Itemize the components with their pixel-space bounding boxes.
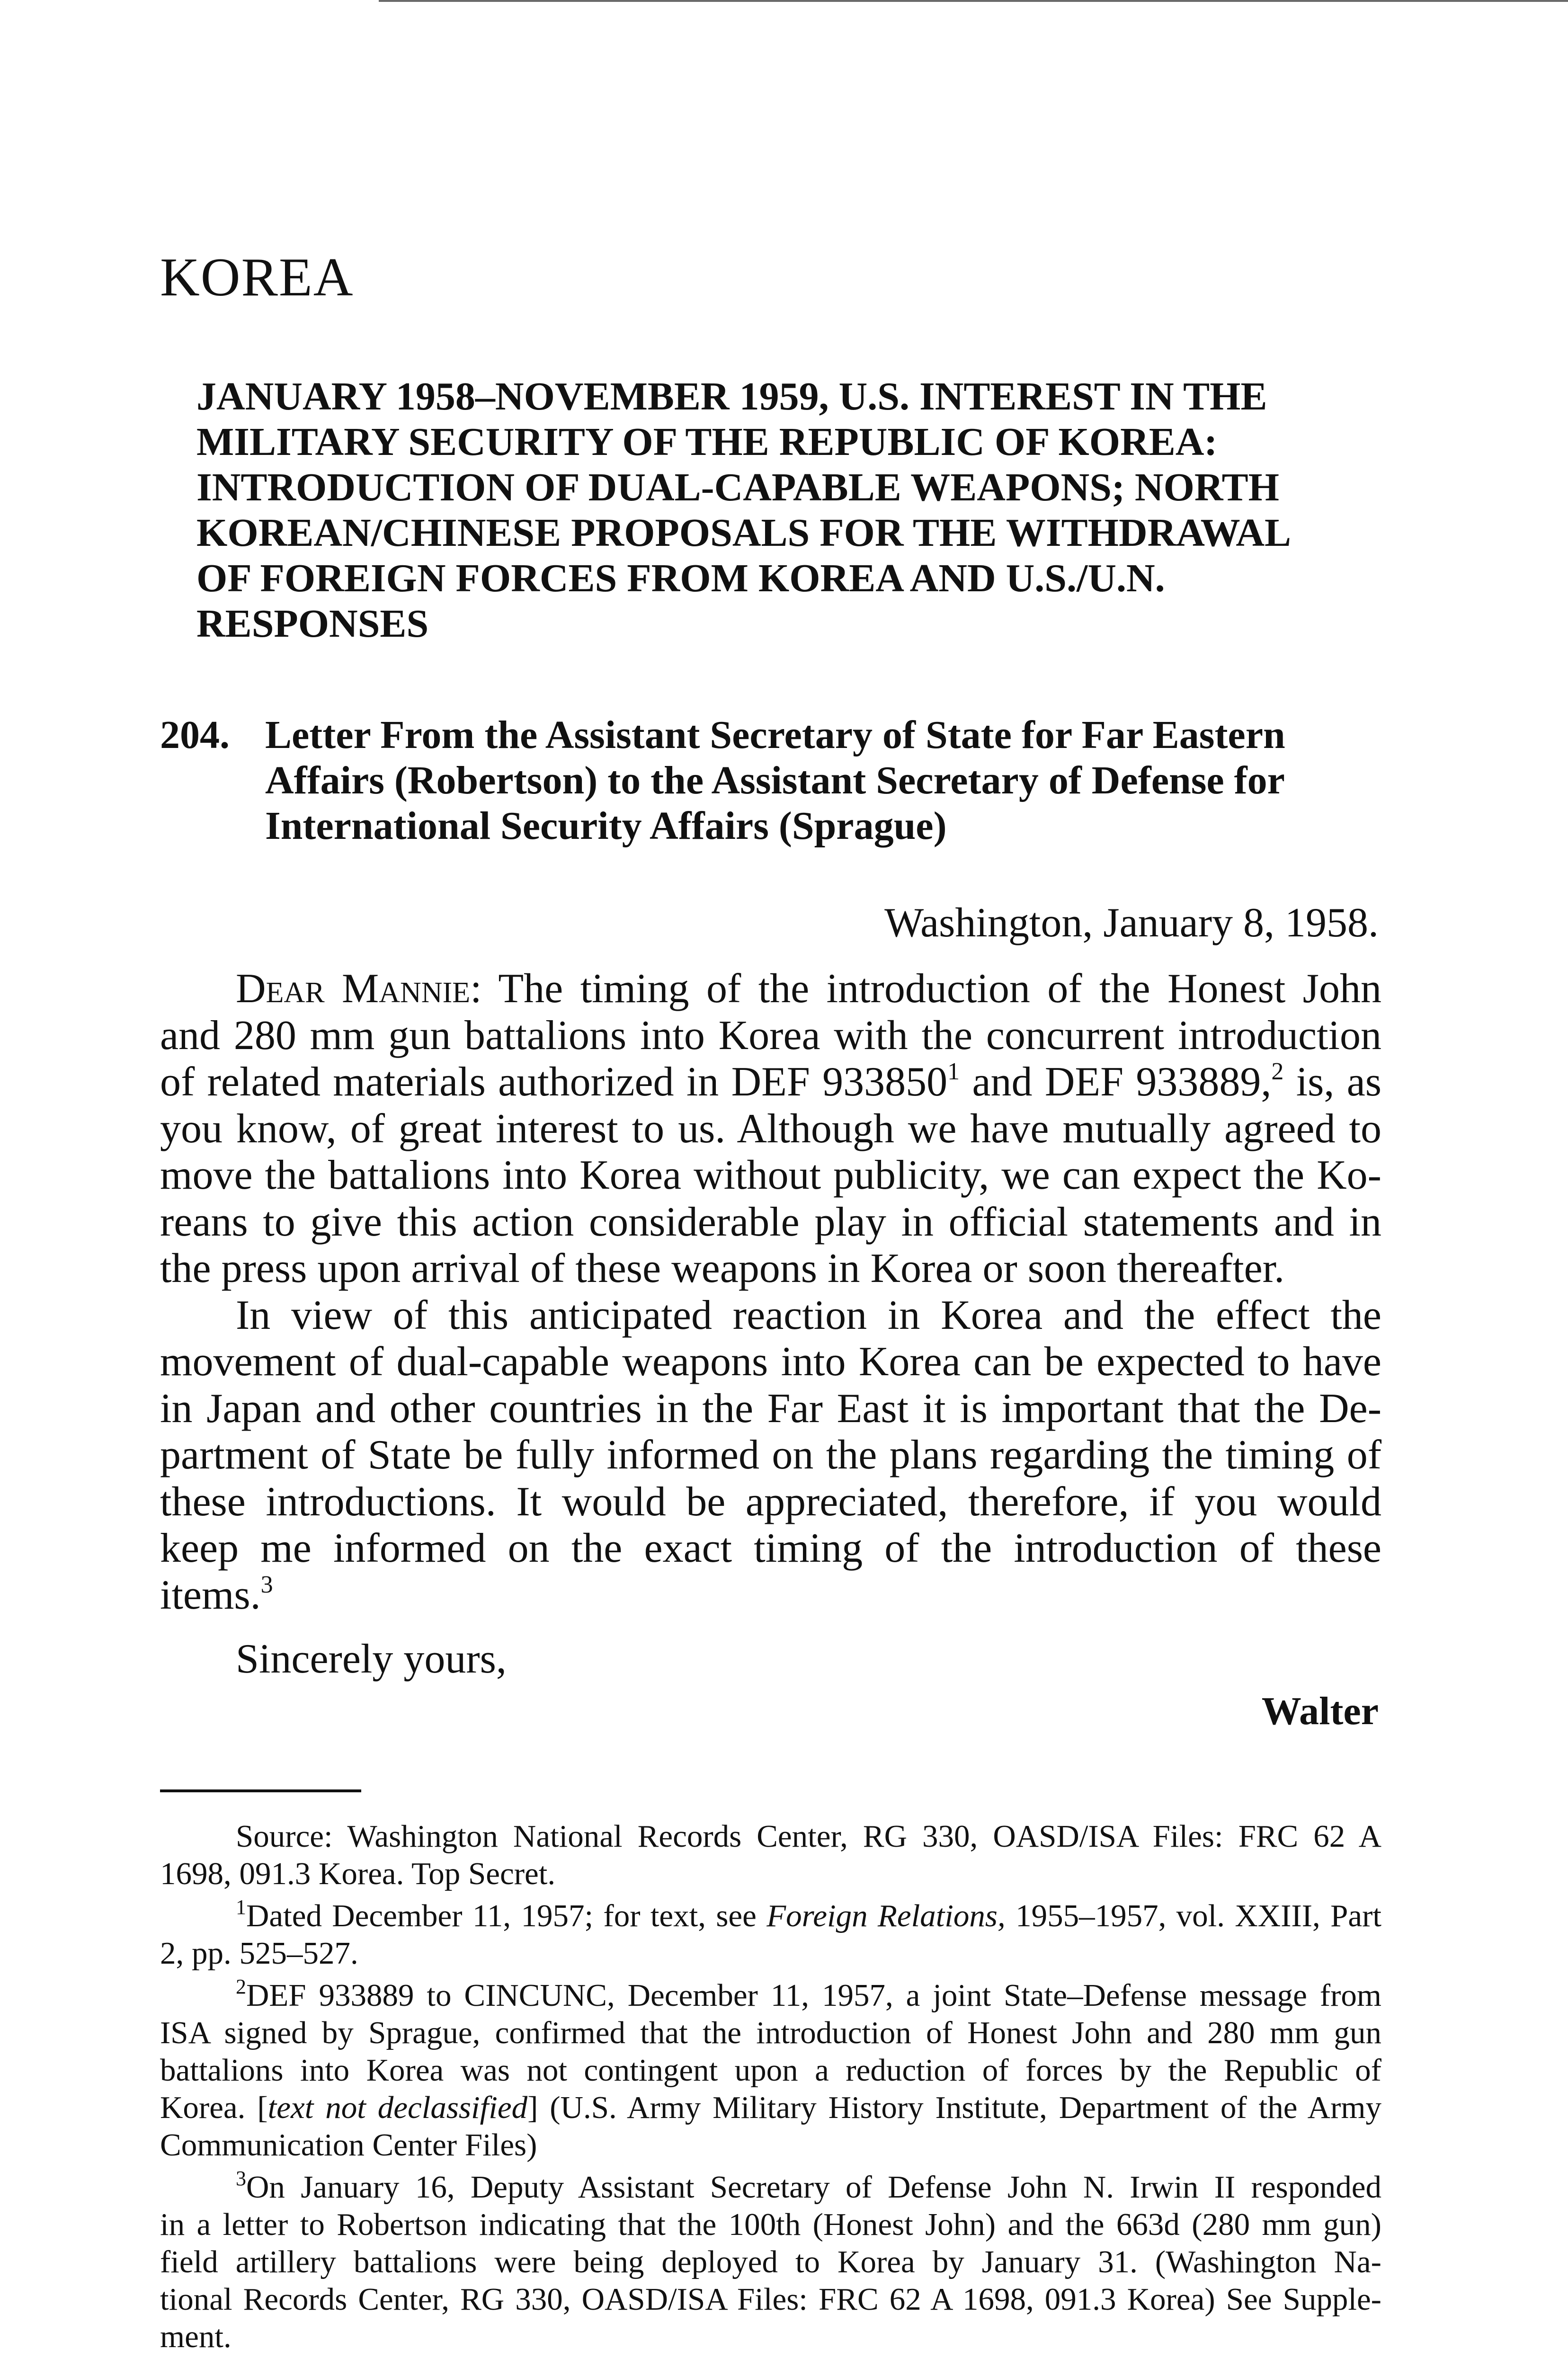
body-line bbox=[160, 1059, 1381, 1106]
footnote-mark: 1 bbox=[236, 1895, 246, 1919]
body-line bbox=[160, 1572, 1381, 1619]
footnote-rule bbox=[160, 1789, 361, 1792]
footnote-text: ] (U.S. Army Military History Institute, Department of the Army bbox=[527, 2090, 1381, 2125]
body-line: the press upon arrival of these weapons in Korea or soon thereafter. bbox=[160, 1246, 1285, 1291]
dateline: Washington, January 8, 1958. bbox=[884, 900, 1379, 946]
body-line: in Japan and other countries in the Far East it is important that the De- bbox=[160, 1385, 1381, 1432]
footnote-line: in a letter to Robertson indicating that the 100th (Honest John) and the 663d (280 mm gun) bbox=[160, 2207, 1381, 2242]
salutation: Dear Mannie: bbox=[236, 966, 482, 1012]
footnotes bbox=[160, 1818, 1381, 2356]
body-text-span: and DEF 933889, bbox=[972, 1059, 1272, 1105]
footnote-ref-3: 3 bbox=[260, 1571, 273, 1598]
body-line: keep me informed on the exact timing of the introduction of these bbox=[160, 1525, 1381, 1571]
letter-body bbox=[160, 966, 1381, 1619]
compilation-heading-line: RESPONSES bbox=[196, 602, 429, 646]
footnote-line bbox=[160, 1897, 1381, 1935]
document-title-line: Letter From the Assistant Secretary of State for Far Eastern bbox=[265, 713, 1285, 757]
body-line: In view of this anticipated reaction in Korea and the effect the bbox=[236, 1292, 1381, 1338]
footnote-line: field artillery battalions were being deployed to Korea by January 31. (Washington Na- bbox=[160, 2244, 1381, 2279]
footnote-2 bbox=[160, 1977, 1381, 2164]
footnote-text: Korea. [ bbox=[160, 2090, 268, 2125]
footnote-italic: text not declassified bbox=[267, 2090, 528, 2125]
footnote-ref-2: 2 bbox=[1271, 1058, 1284, 1085]
document-title-line: Affairs (Robertson) to the Assistant Secretary of Defense for bbox=[265, 758, 1285, 802]
body-line: movement of dual-capable weapons into Korea can be expected to have bbox=[160, 1339, 1381, 1385]
body-line bbox=[160, 966, 1381, 1013]
body-line: you know, of great interest to us. Although we have mutually agreed to bbox=[160, 1105, 1381, 1152]
footnote-line: Source: Washington National Records Center, RG 330, OASD/ISA Files: FRC 62 A bbox=[236, 1819, 1381, 1854]
footnote-text: On January 16, Deputy Assistant Secretary of Defense John N. Irwin II responded bbox=[246, 2170, 1381, 2205]
compilation-heading-line: JANUARY 1958–NOVEMBER 1959, U.S. INTEREST IN THE bbox=[196, 374, 1267, 418]
document-number: 204. bbox=[160, 713, 230, 757]
footnote-3 bbox=[160, 2169, 1381, 2356]
spacer bbox=[160, 2164, 1381, 2169]
footnote-line bbox=[160, 2169, 1381, 2206]
compilation-heading-line: MILITARY SECURITY OF THE REPUBLIC OF KOREA: bbox=[196, 420, 1218, 464]
body-text-span: The timing of the introduction of the Honest John bbox=[498, 966, 1381, 1012]
footnote-line: Communication Center Files) bbox=[160, 2127, 537, 2162]
body-line: and 280 mm gun battalions into Korea with the concurrent introduction bbox=[160, 1012, 1381, 1059]
chapter-title: KOREA bbox=[160, 247, 354, 308]
footnote-text: Dated December 11, 1957; for text, see bbox=[246, 1898, 757, 1933]
footnote-mark: 3 bbox=[236, 2167, 246, 2190]
body-line: partment of State be fully informed on the plans regarding the timing of bbox=[160, 1432, 1381, 1478]
spacer bbox=[160, 1893, 1381, 1897]
footnote-ref-1: 1 bbox=[947, 1058, 960, 1085]
footnote-line: 2, pp. 525–527. bbox=[160, 1936, 358, 1971]
footnote-mark: 2 bbox=[236, 1975, 246, 1998]
top-rule bbox=[379, 0, 1568, 2]
body-line: reans to give this action considerable play in official statements and in bbox=[160, 1199, 1381, 1245]
body-line: these introductions. It would be appreciated, therefore, if you would bbox=[160, 1478, 1381, 1525]
footnote-line: 1698, 091.3 Korea. Top Secret. bbox=[160, 1856, 556, 1891]
footnote-text: DEF 933889 to CINCUNC, December 11, 1957, a joint State–Defense message from bbox=[246, 1978, 1381, 2013]
footnote-line bbox=[160, 1977, 1381, 2014]
footnote-italic: Foreign Relations, bbox=[766, 1898, 1006, 1933]
spacer bbox=[160, 1972, 1381, 1977]
document-title-line: International Security Affairs (Sprague) bbox=[265, 804, 947, 848]
footnote-line: ISA signed by Sprague, confirmed that the introduction of Honest John and 280 mm gun bbox=[160, 2015, 1381, 2050]
footnote-line: tional Records Center, RG 330, OASD/ISA Files: FRC 62 A 1698, 091.3 Korea) See Supple- bbox=[160, 2282, 1381, 2317]
body-text-span: of related materials authorized in DEF 933850 bbox=[160, 1059, 948, 1105]
footnote-text: 1955–1957, vol. XXIII, Part bbox=[1016, 1898, 1382, 1933]
compilation-heading-line: OF FOREIGN FORCES FROM KOREA AND U.S./U.N. bbox=[196, 556, 1165, 600]
closing: Sincerely yours, bbox=[236, 1636, 507, 1682]
signature: Walter bbox=[1261, 1689, 1379, 1733]
footnote-line: ment. bbox=[160, 2319, 232, 2354]
compilation-heading bbox=[196, 374, 1352, 647]
body-text-span: items. bbox=[160, 1572, 261, 1618]
body-text-span: is, as bbox=[1296, 1059, 1382, 1105]
footnote-1 bbox=[160, 1897, 1381, 1972]
footnote-line bbox=[160, 2089, 1381, 2127]
compilation-heading-line: KOREAN/CHINESE PROPOSALS FOR THE WITHDRAWAL bbox=[196, 511, 1292, 555]
body-line: move the battalions into Korea without publicity, we can expect the Ko- bbox=[160, 1152, 1381, 1198]
footnote-line: battalions into Korea was not contingent upon a reduction of forces by the Republic of bbox=[160, 2053, 1381, 2088]
source-note bbox=[160, 1818, 1381, 1893]
compilation-heading-line: INTRODUCTION OF DUAL-CAPABLE WEAPONS; NORTH bbox=[196, 465, 1279, 509]
document-title bbox=[265, 712, 1401, 849]
